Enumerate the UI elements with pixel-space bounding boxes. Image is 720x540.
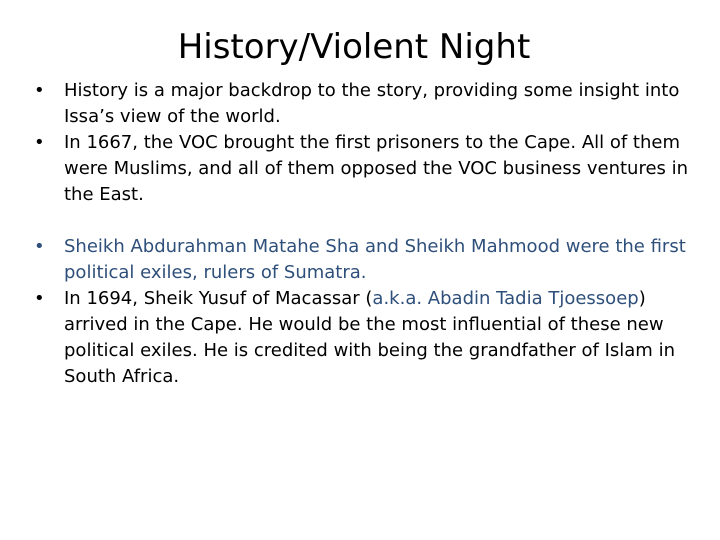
bullet-text: History is a major backdrop to the story, providing some insight into Issa’s view of the world. [64,80,680,127]
slide-title: History/Violent Night [177,27,531,67]
bullet-marker: • [34,288,45,309]
bullet-text: In 1667, the VOC brought the first prisoners to the Cape. All of them were Muslims, and all of them opposed the VOC business ventures in the East. [64,132,689,205]
bullet-text: Sheikh Abdurahman Matahe Sha and Sheikh Mahmood were the first political exiles, rulers of Sumatra. [64,236,686,283]
bullet-text-accent: a.k.a. Abadin Tadia Tjoessoep [372,288,639,309]
bullet-list [34,78,694,390]
bullet-marker: • [34,236,45,257]
bullet-text-before: In 1694, Sheik Yusuf of Macassar ( [64,288,373,309]
bullet-marker: • [34,80,45,101]
bullet-item-2 [34,130,694,208]
bullet-text-after: ) arrived in the Cape. He would be the most influential of these new political exiles. He is credited with being the grandfather of Islam in South Africa. [64,288,675,387]
bullet-item-4 [34,286,694,390]
spacer [34,208,694,234]
bullet-item-1 [34,78,694,130]
bullet-marker: • [34,132,45,153]
bullet-item-3 [34,234,694,286]
